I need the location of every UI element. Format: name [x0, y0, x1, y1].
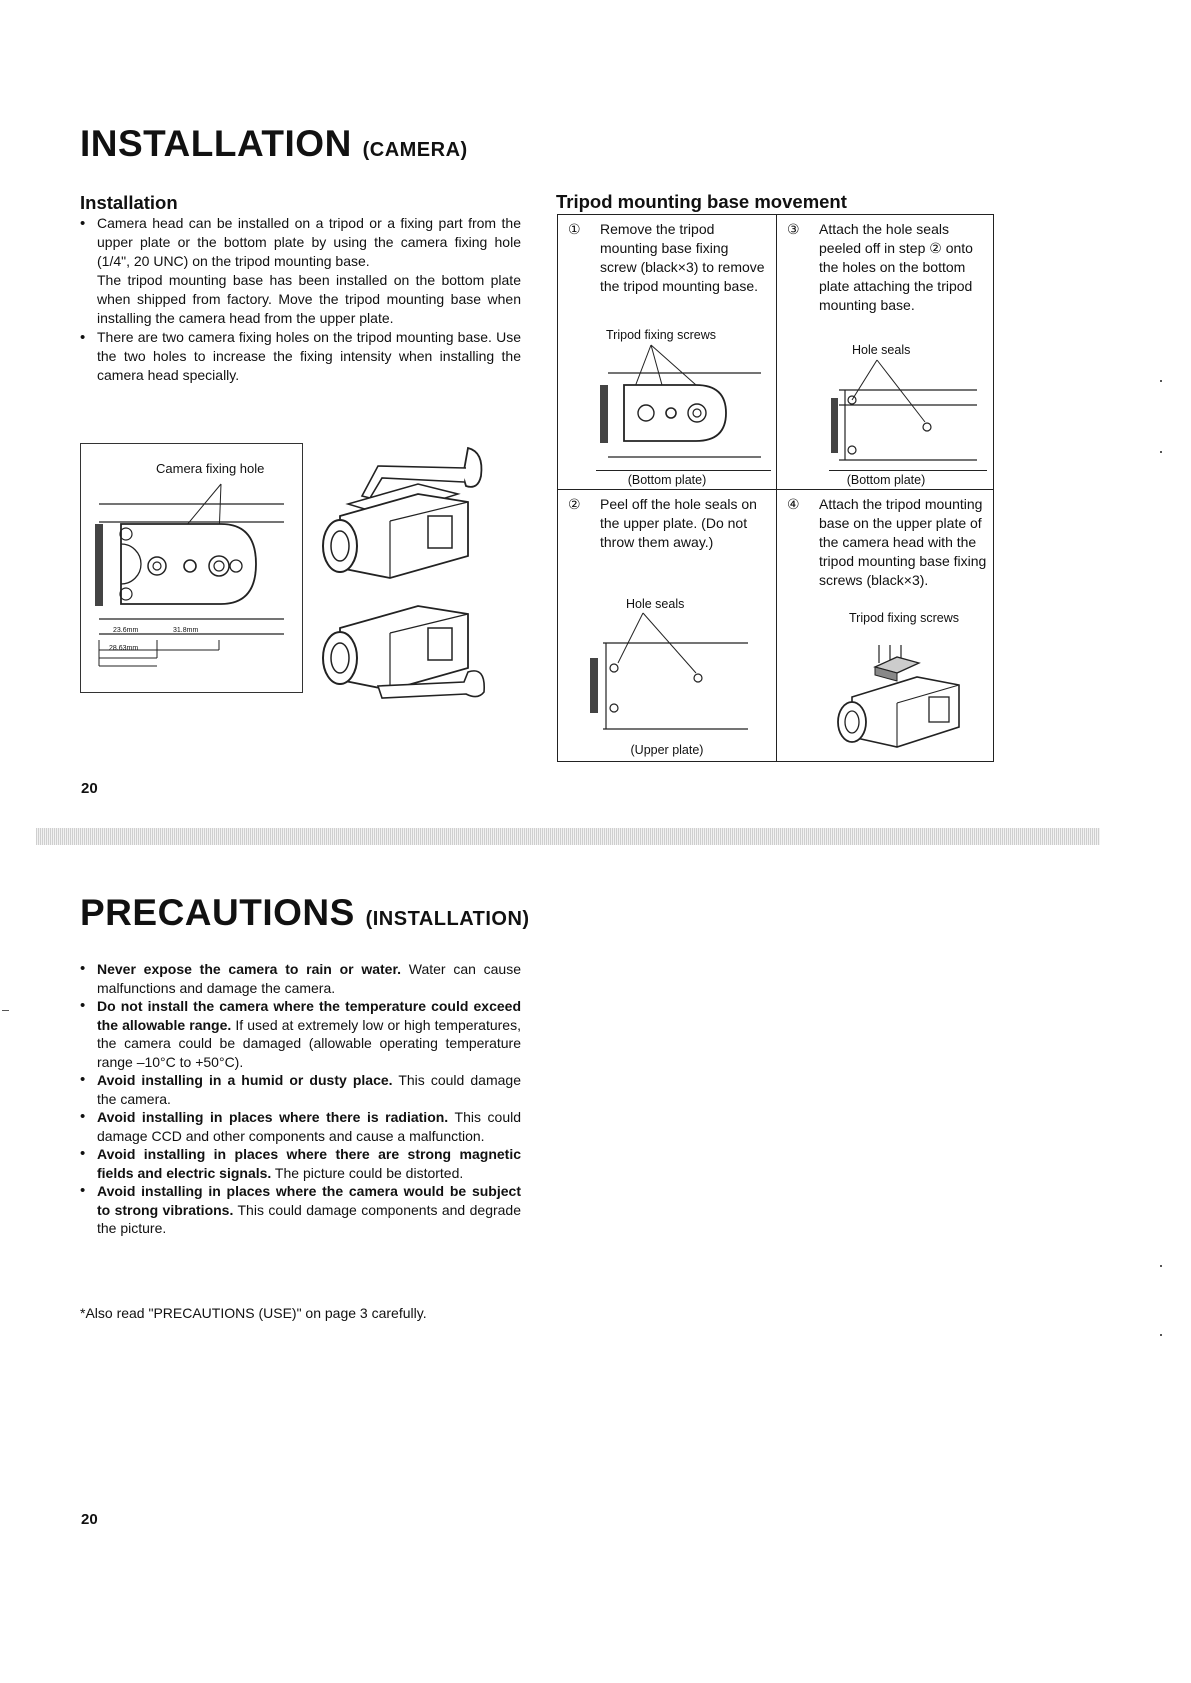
- step-description: Peel off the hole seals on the upper plate. (Do not throw them away.): [600, 496, 757, 550]
- step-description: Attach the hole seals peeled off in step ② onto the holes on the bottom plate attaching the tripod mounting base.: [819, 221, 973, 313]
- installation-bullet-1a: Camera head can be installed on a tripod or a fixing part from the upper plate or the bottom plate by using the camera fixing hole (1/4", 20 UNC) on the tripod mounting base.: [97, 215, 521, 269]
- precaution-text: This could damage CCD and other components and cause a malfunction.: [97, 1109, 522, 1144]
- precaution-heading: Do not install the camera where the temperature could exceed the allowable range.: [97, 998, 521, 1033]
- precaution-heading: Avoid installing in places where the camera would be subject to strong vibrations.: [97, 1183, 521, 1218]
- precaution-item: [80, 1182, 521, 1238]
- precautions-list: [80, 960, 521, 1238]
- caption-rule: [829, 470, 987, 471]
- precautions-note: *Also read "PRECAUTIONS (USE)" on page 3 carefully.: [80, 1305, 427, 1321]
- tripod-step-4: [777, 490, 995, 763]
- scan-speck: [1160, 451, 1162, 453]
- precaution-item: [80, 1108, 521, 1145]
- precautions-title-suffix: (INSTALLATION): [365, 908, 530, 930]
- plate-caption: (Bottom plate): [627, 473, 707, 487]
- precaution-text: If used at extremely low or high temperatures, the camera could be damaged (allowable operating temperature range –10°C to +50°C).: [97, 1016, 521, 1070]
- scan-speck: [1160, 1265, 1162, 1267]
- precautions-title: [80, 892, 530, 934]
- step-description: Remove the tripod mounting base fixing screw (black×3) to remove the tripod mounting base.: [600, 221, 765, 294]
- step-callout-label: Tripod fixing screws: [849, 611, 959, 625]
- bottom-plate-drawing: [596, 345, 766, 465]
- upper-plate-drawing: [578, 613, 758, 733]
- installation-bullets: [80, 214, 521, 385]
- tripod-step-3: [777, 215, 995, 489]
- precaution-heading: Never expose the camera to rain or water.: [97, 961, 402, 977]
- precaution-heading: Avoid installing in places where there are strong magnetic fields and electric signals.: [97, 1146, 521, 1181]
- camera-with-base-drawing: [827, 627, 967, 757]
- step-callout-label: Hole seals: [852, 343, 911, 357]
- step-number: ③: [787, 221, 800, 237]
- page-number: 20: [81, 1511, 98, 1528]
- caption-rule: [596, 470, 771, 471]
- installation-bullet: [80, 214, 521, 328]
- precaution-text: This could damage the camera.: [97, 1072, 521, 1107]
- camera-fixing-hole-figure: [80, 443, 303, 693]
- step-callout-label: Hole seals: [626, 597, 685, 611]
- step-number: ②: [568, 496, 581, 512]
- scan-speck: [2, 1010, 9, 1011]
- step-callout-label: Tripod fixing screws: [606, 328, 716, 342]
- precautions-title-text: PRECAUTIONS: [80, 892, 355, 933]
- camera-illustration: [318, 446, 518, 696]
- plate-caption: (Bottom plate): [846, 473, 926, 487]
- dimension-label: 31.8mm: [173, 627, 199, 634]
- camera-fixing-hole-label: Camera fixing hole: [156, 461, 265, 476]
- tripod-step-1: [558, 215, 776, 489]
- scan-speck: [1160, 380, 1162, 382]
- installation-subhead: Installation: [80, 192, 178, 213]
- precaution-text: The picture could be distorted.: [271, 1164, 464, 1181]
- precaution-text: This could damage components and degrade the picture.: [97, 1201, 521, 1236]
- precaution-item: [80, 1071, 521, 1108]
- bottom-plate-seal-drawing: [827, 360, 987, 470]
- installation-title-suffix: (CAMERA): [362, 139, 468, 161]
- dimension-label: 28.63mm: [109, 645, 139, 652]
- installation-title: [80, 123, 468, 165]
- precaution-heading: Avoid installing in places where there is radiation.: [97, 1109, 449, 1125]
- installation-bullet: [80, 328, 521, 385]
- precaution-item: [80, 997, 521, 1071]
- installation-title-text: INSTALLATION: [80, 123, 352, 164]
- step-number: ①: [568, 221, 581, 237]
- page-number: 20: [81, 780, 98, 797]
- dimension-label: 23.6mm: [113, 627, 139, 634]
- tripod-section-title: Tripod mounting base movement: [556, 191, 847, 212]
- precaution-text: Water can cause malfunctions and damage the camera.: [97, 961, 522, 996]
- step-description: Attach the tripod mounting base on the upper plate of the camera head with the tripod mounting base fixing screws (black×3).: [819, 496, 987, 588]
- precaution-item: [80, 1145, 521, 1182]
- installation-bullet-1b: The tripod mounting base has been installed on the bottom plate when shipped from factory. Move the tripod mounting base when installing the camera head from the upper plate.: [97, 272, 521, 326]
- step-number: ④: [787, 496, 800, 512]
- precaution-heading: Avoid installing in a humid or dusty place.: [97, 1072, 393, 1088]
- mounting-base-drawing: [81, 444, 304, 694]
- precaution-item: [80, 960, 521, 997]
- tripod-steps-grid: [557, 214, 994, 762]
- scan-speck: [1160, 1334, 1162, 1336]
- plate-caption: (Upper plate): [630, 743, 704, 757]
- tripod-step-2: [558, 490, 776, 763]
- scan-band: [36, 828, 1100, 845]
- installation-bullet-2: There are two camera fixing holes on the tripod mounting base. Use the two holes to increase the fixing intensity when installing the camera head specially.: [97, 329, 521, 383]
